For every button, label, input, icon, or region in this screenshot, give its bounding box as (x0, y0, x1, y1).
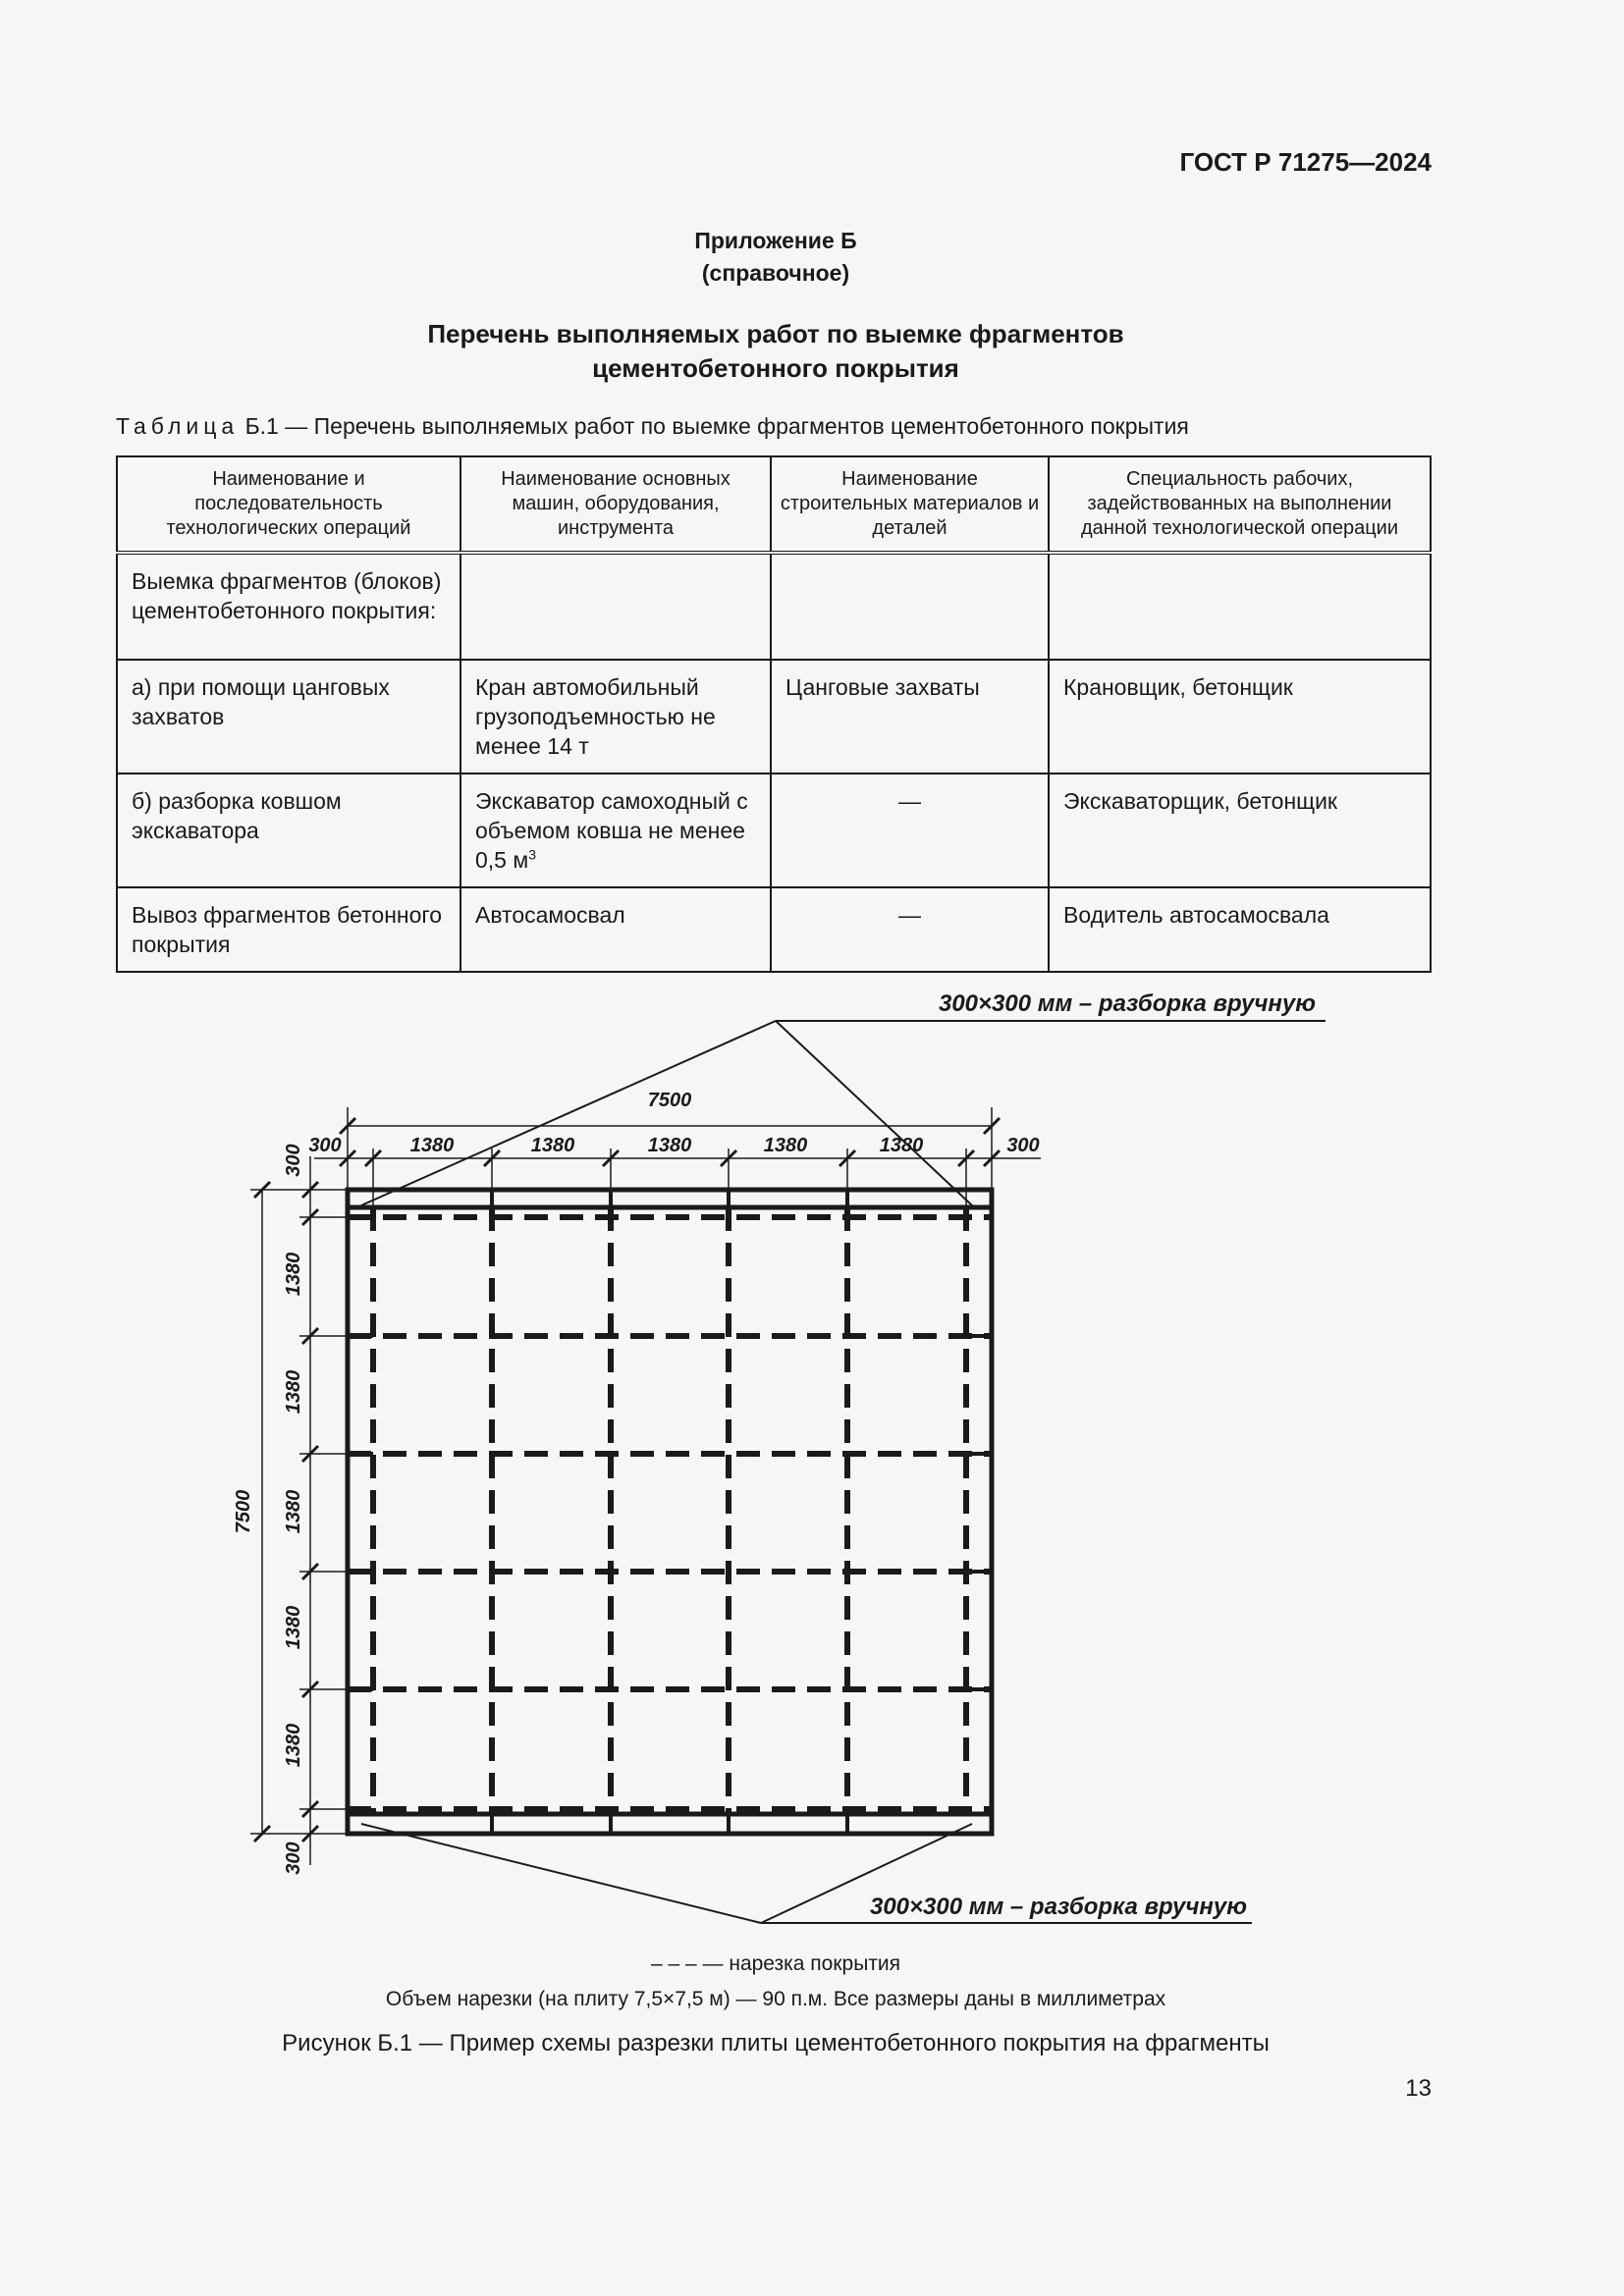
cell-material: — (771, 774, 1049, 887)
callout-leaders (361, 1021, 1326, 1923)
dim-total-vertical: 7500 (233, 1489, 254, 1534)
header-materials: Наименование строительных материалов и деталей (771, 456, 1049, 553)
figure-caption: Рисунок Б.1 — Пример схемы разрезки плиты цементобетонного покрытия на фрагменты (282, 2030, 1270, 2056)
dim-horizontal-label: 300 (308, 1135, 342, 1156)
dim-vertical-label: 1380 (283, 1605, 304, 1650)
section-title-line-1: Перечень выполняемых работ по выемке фрагментов (427, 319, 1124, 348)
section-title-line-2: цементобетонного покрытия (592, 353, 959, 383)
dim-vertical-label: 1380 (283, 1723, 304, 1768)
document-code: ГОСТ Р 71275—2024 (1179, 147, 1432, 177)
dim-horizontal-label: 1380 (879, 1135, 924, 1156)
legend-dash-symbol: – – – (650, 1952, 697, 1975)
dim-vertical-label: 1380 (283, 1369, 304, 1415)
dim-horizontal-label: 1380 (530, 1135, 575, 1156)
dim-vertical-label: 300 (283, 1842, 304, 1875)
cell-operation: Выемка фрагментов (блоков) цементобетонного покрытия: (117, 553, 460, 660)
slab-outline (348, 1190, 992, 1834)
figure-note: Объем нарезки (на плиту 7,5×7,5 м) — 90 п.м. Все размеры даны в миллиметрах (385, 1988, 1166, 2010)
table-caption-text: Б.1 — Перечень выполняемых работ по выемке фрагментов цементобетонного покрытия (239, 413, 1189, 439)
figure-legend (0, 1952, 1551, 1976)
cell-material: — (771, 887, 1049, 972)
dim-horizontal-label: 1380 (647, 1135, 692, 1156)
appendix-title: Приложение Б (694, 228, 857, 253)
legend-text: — нарезка покрытия (696, 1952, 901, 1975)
appendix-status: (справочное) (701, 260, 850, 286)
cell-machine: Автосамосвал (460, 887, 771, 972)
header-workers: Специальность рабочих, задействованных на выполнении данной технологической операции (1049, 456, 1431, 553)
dim-vertical-label: 300 (283, 1144, 304, 1177)
cut-lines-vertical (373, 1207, 966, 1814)
cell-worker: Крановщик, бетонщик (1049, 660, 1431, 774)
cell-worker: Водитель автосамосвала (1049, 887, 1431, 972)
header-machines: Наименование основных машин, оборудования, инструмента (460, 456, 771, 553)
cell-material: Цанговые захваты (771, 660, 1049, 774)
page-number: 13 (1405, 2075, 1432, 2102)
dimension-lines-horizontal (314, 1107, 1041, 1207)
cell-operation: Вывоз фрагментов бетонного покрытия (117, 887, 460, 972)
callout-bottom-label: 300×300 мм – разборка вручную (869, 1894, 1247, 1920)
cell-machine-text: Экскаватор самоходный с объемом ковша не менее 0,5 м (475, 788, 748, 873)
callout-top-label: 300×300 мм – разборка вручную (938, 990, 1316, 1017)
cell-operation: б) разборка ковшом экскаватора (117, 774, 460, 887)
table-caption-label: Таблица (116, 413, 240, 439)
cell-machine: Кран автомобильный грузоподъемностью не менее 14 т (460, 660, 771, 774)
dim-horizontal-label: 300 (1006, 1135, 1040, 1156)
dim-total-horizontal: 7500 (647, 1090, 692, 1111)
dim-vertical-label: 1380 (283, 1489, 304, 1534)
cell-worker: Экскаваторщик, бетонщик (1049, 774, 1431, 887)
cut-lines-horizontal (348, 1217, 992, 1809)
dim-horizontal-label: 1380 (763, 1135, 808, 1156)
dim-horizontal-label: 1380 (409, 1135, 455, 1156)
dim-vertical-label: 1380 (283, 1252, 304, 1297)
header-operations: Наименование и последовательность технологических операций (117, 456, 460, 553)
superscript: 3 (528, 846, 536, 863)
cell-operation: а) при помощи цанговых захватов (117, 660, 460, 774)
